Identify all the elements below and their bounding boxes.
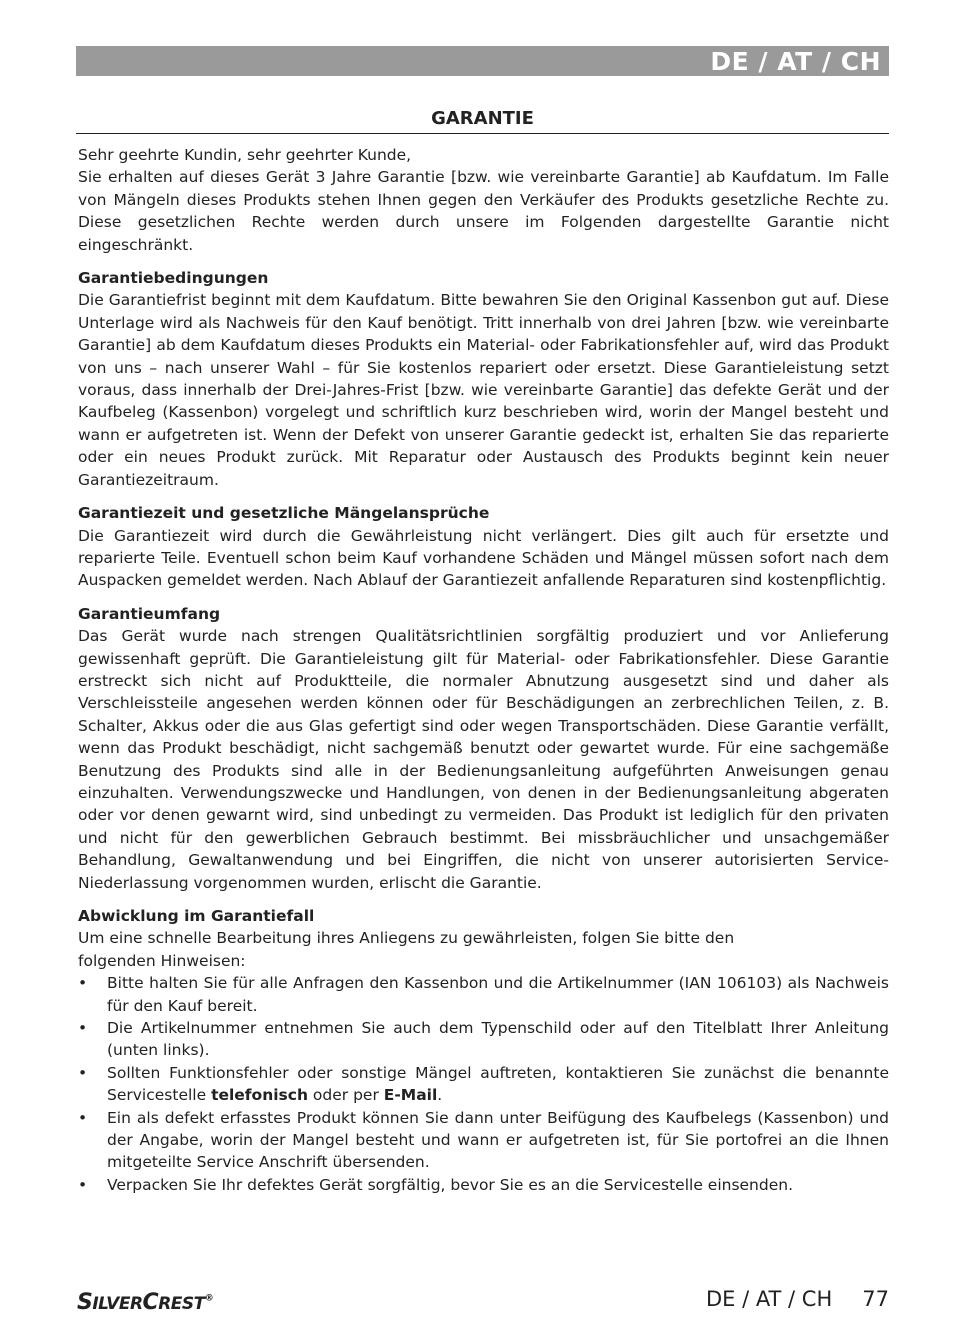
- list-item: [78, 1107, 889, 1174]
- claims-intro-line2: folgenden Hinweisen:: [78, 951, 246, 970]
- section-heading: Garantieumfang: [78, 604, 221, 623]
- logo-letter: S: [77, 1290, 93, 1315]
- list-item: [78, 1017, 889, 1062]
- intro-greeting: Sehr geehrte Kundin, sehr geehrter Kunde,: [78, 146, 412, 164]
- list-item-text: Ein als defekt erfasstes Produkt können Sie dann unter Beifügung des Kaufbelegs (Kassenbon) und der Angabe, worin der Mangel besteht und wann er aufgetreten ist, für Sie portofrei an die Ihnen mitgeteilte Service Anschrift übersenden.: [107, 1108, 889, 1172]
- list-item-text: Verpacken Sie Ihr defektes Gerät sorgfältig, bevor Sie es an die Servicestelle einsenden.: [107, 1175, 794, 1194]
- section-garantiezeit: [78, 502, 889, 592]
- contact-after: .: [437, 1086, 443, 1105]
- section-text: Die Garantiefrist beginnt mit dem Kaufdatum. Bitte bewahren Sie den Original Kassenbon gut auf. Diese Unterlage wird als Nachweis für den Kauf benötigt. Tritt innerhalb von drei Jahren [bzw. wie vereinbarte Garantie] ab dem Kaufdatum dieses Produkts ein Material- oder Fabrikationsfehler auf, wird das Produkt von uns – nach unserer Wahl – für Sie kostenlos repariert oder ersetzt. Diese Garantieleistung setzt voraus, dass innerhalb der Drei-Jahres-Frist [bzw. wie vereinbarte Garantie] das defekte Gerät und der Kaufbeleg (Kassenbon) vorgelegt und schriftlich kurz beschrieben wird, worin der Mangel besteht und wann er aufgetreten ist. Wenn der Defekt von unserer Garantie gedeckt ist, erhalten Sie das reparierte oder ein neues Produkt zurück. Mit Reparatur oder Austausch des Produkts beginnt kein neuer Garantiezeitraum.: [78, 291, 889, 489]
- content: [78, 144, 889, 1207]
- section-text: Die Garantiezeit wird durch die Gewährleistung nicht verlängert. Dies gilt auch für ersetzte und reparierte Teile. Eventuell schon beim Kauf vorhandene Schäden und Mängel müssen sofort nach dem Auspacken gemeldet werden. Nach Ablauf der Garantiezeit anfallende Reparaturen sind kostenpflichtig.: [78, 526, 889, 590]
- section-garantiebedingungen: [78, 267, 889, 491]
- footer-info: [706, 1287, 889, 1311]
- list-item-text: Die Artikelnummer entnehmen Sie auch dem Typenschild oder auf den Titelblatt Ihrer Anleitung (unten links).: [107, 1019, 889, 1060]
- intro-text: Sie erhalten auf dieses Gerät 3 Jahre Garantie [bzw. wie vereinbarte Garantie] ab Kaufdatum. Im Falle von Mängeln dieses Produkts stehen Ihnen gegen den Verkäufer des Produkts gesetzliche Rechte zu. Diese gesetzlichen Rechte werden durch unsere im Folgenden dargestellte Garantie nicht eingeschränkt.: [78, 168, 889, 254]
- contact-before: Sollten Funktionsfehler oder sonstige Mängel auftreten, kontaktieren Sie zunächst die benannte Servicestelle: [107, 1063, 889, 1105]
- logo-letters: REST: [158, 1294, 205, 1314]
- claims-intro-line1: Um eine schnelle Bearbeitung ihres Anliegens zu gewährleisten, folgen Sie bitte den: [78, 929, 735, 948]
- page-number: 77: [862, 1287, 889, 1311]
- section-garantieumfang: [78, 603, 889, 894]
- list-item: [78, 972, 889, 1017]
- section-heading: Garantiebedingungen: [78, 269, 269, 288]
- section-heading: Garantiezeit und gesetzliche Mängelansprüche: [78, 504, 490, 523]
- bullet-glyph: •: [78, 974, 88, 993]
- registered-mark: ®: [204, 1293, 214, 1304]
- header-bar: [76, 46, 889, 76]
- list-item: [78, 1174, 889, 1196]
- contact-email: E-Mail: [383, 1086, 438, 1105]
- contact-middle: oder per: [308, 1086, 384, 1105]
- brand-logo: [77, 1290, 213, 1315]
- list-item-text: Bitte halten Sie für alle Anfragen den Kassenbon und die Artikelnummer (IAN 106103) als Nachweis für den Kauf bereit.: [107, 974, 889, 1015]
- bullet-glyph: •: [78, 1019, 88, 1038]
- bullet-glyph: •: [78, 1108, 88, 1127]
- contact-phone: telefonisch: [211, 1086, 308, 1105]
- bullet-glyph: •: [78, 1175, 88, 1194]
- section-abwicklung: [78, 905, 889, 1196]
- section-title: GARANTIE: [431, 108, 534, 129]
- section-heading: Abwicklung im Garantiefall: [78, 907, 315, 925]
- intro-block: [78, 144, 889, 256]
- logo-letters: ILVER: [92, 1294, 143, 1314]
- logo-letter: C: [142, 1290, 159, 1315]
- footer-region-label: DE / AT / CH: [705, 1287, 833, 1311]
- list-item: [78, 1062, 889, 1107]
- section-text: Das Gerät wurde nach strengen Qualitätsrichtlinien sorgfältig produziert und vor Anlieferung gewissenhaft geprüft. Die Garantieleistung gilt für Material- oder Fabrikationsfehler. Diese Garantie erstreckt sich nicht auf Produktteile, die normaler Abnutzung ausgesetzt sind und daher als Verschleissteile angesehen werden können oder für Beschädigungen an zerbrechlichen Teilen, z. B. Schalter, Akkus oder die aus Glas gefertigt sind oder wegen Transportschäden. Diese Garantie verfällt, wenn das Produkt beschädigt, nicht sachgemäß benutzt oder gewartet wurde. Für eine sachgemäße Benutzung des Produkts sind alle in der Bedienungsanleitung aufgeführten Anweisungen genau einzuhalten. Verwendungszwecke und Handlungen, von denen in der Bedienungsanleitung abgeraten oder vor denen gewarnt wird, sind unbedingt zu vermeiden. Das Produkt ist lediglich für den privaten und nicht für den gewerblichen Gebrauch bestimmt. Bei missbräuchlicher und unsachgemäßer Behandlung, Gewaltanwendung und bei Eingriffen, die nicht von unserer autorisierten Service-Niederlassung vorgenommen wurden, erlischt die Garantie.: [78, 627, 889, 892]
- bullet-glyph: •: [78, 1063, 88, 1082]
- claims-bullet-list: [78, 972, 889, 1196]
- header-region-label: DE / AT / CH: [710, 47, 881, 76]
- title-divider: [76, 133, 889, 134]
